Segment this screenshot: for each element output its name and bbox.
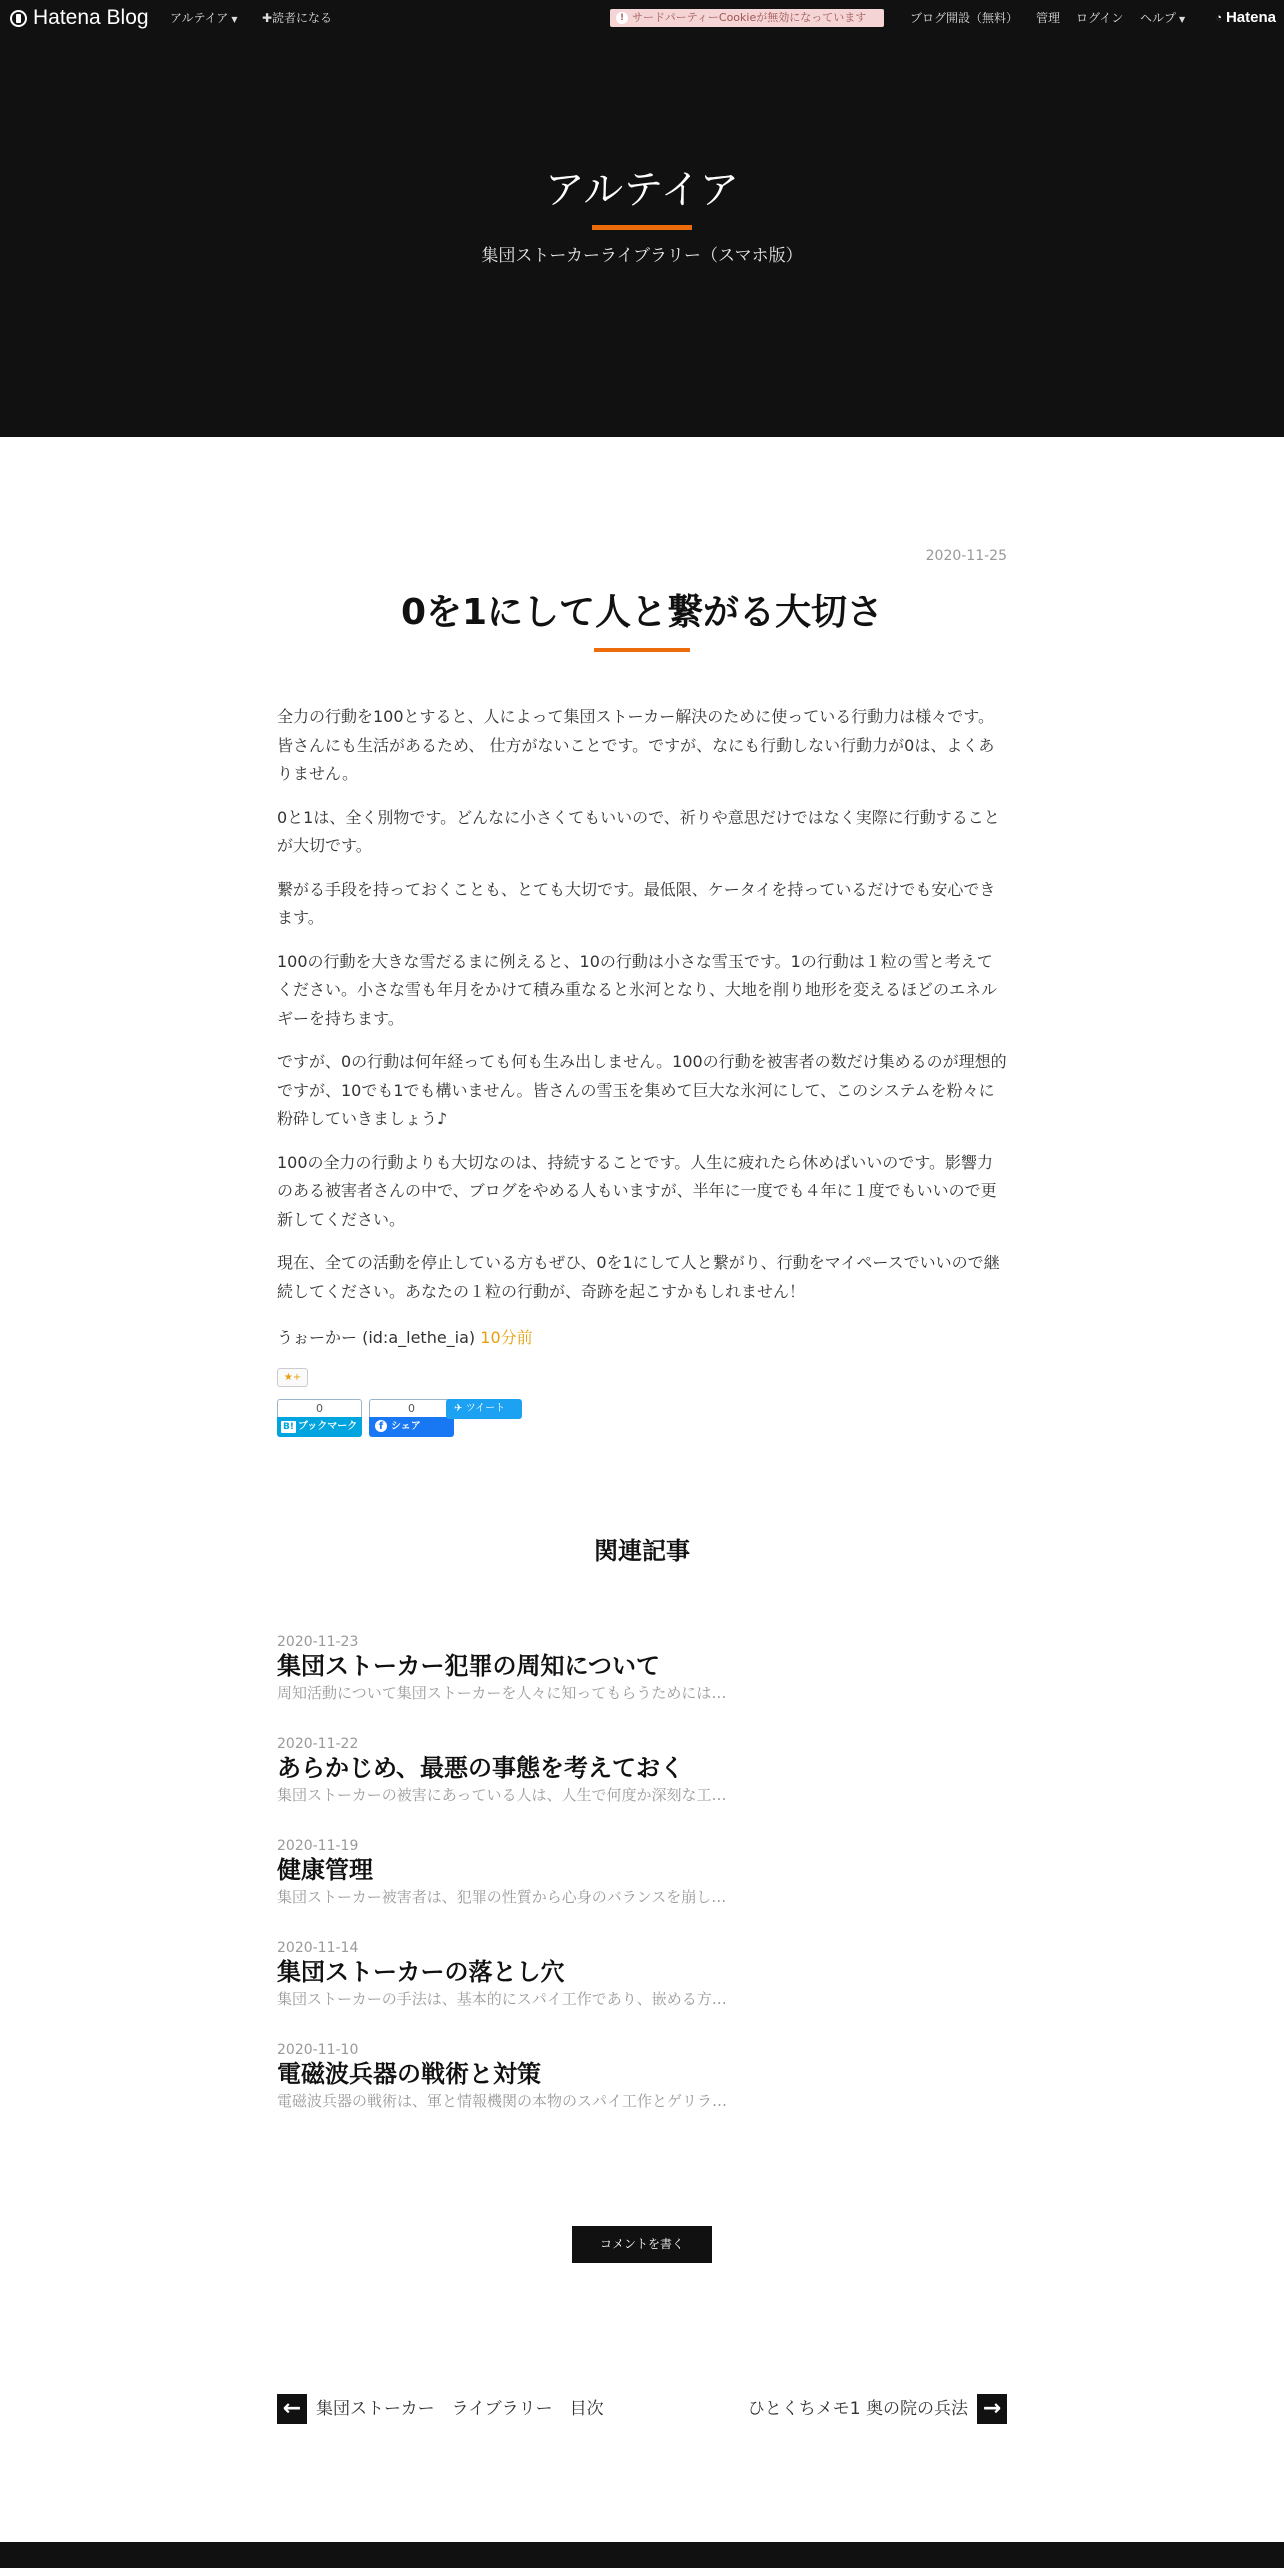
entry-paragraph: 全力の行動を100とすると、人によって集団ストーカー解決のために使っている行動力は様々です。皆さんにも生活があるため、 仕方がないことです。ですが、なにも行動しない行動力が0は、よくありません。 <box>277 707 995 783</box>
related-entry-excerpt: 集団ストーカーの被害にあっている人は、人生で何度か深刻な工… <box>277 1786 727 1804</box>
hatena-logo[interactable] <box>1215 0 1276 36</box>
related-entry-excerpt: 集団ストーカーの手法は、基本的にスパイ工作であり、嵌める方… <box>277 1990 727 2008</box>
related-entry-title[interactable]: 集団ストーカー犯罪の周知について <box>277 1652 661 1680</box>
pager-next-title: ひとくちメモ1 奥の院の兵法 <box>747 2399 968 2419</box>
related-entry-excerpt: 周知活動について集団ストーカーを人々に知ってもらうためには… <box>277 1684 727 1702</box>
hatena-bookmark-icon: B! <box>283 1422 294 1432</box>
related-entry[interactable] <box>277 1633 1007 1735</box>
facebook-icon: f <box>375 1420 387 1432</box>
related-entry-date: 2020-11-10 <box>277 2042 359 2058</box>
hatena-bookmark-label-wrap <box>277 1417 362 1437</box>
related-entry-title[interactable]: 集団ストーカーの落とし穴 <box>277 1958 565 1986</box>
hatena-bookmark-label: ブックマーク <box>297 1421 358 1432</box>
facebook-share-label: シェア <box>391 1421 421 1432</box>
cookie-notice-text: サードパーティーCookieが無効になっています <box>632 11 867 24</box>
blog-header <box>0 36 1284 437</box>
related-entry-excerpt: 電磁波兵器の戦術は、軍と情報機関の本物のスパイ工作とゲリラ… <box>277 2092 728 2110</box>
arrow-right-icon: → <box>977 2394 1007 2424</box>
subscribe-button[interactable]: ✚読者になる <box>262 11 333 25</box>
add-star-button[interactable]: ★+ <box>277 1368 308 1387</box>
entry-paragraph: 繋がる手段を持っておくことも、とても大切です。最低限、ケータイを持っているだけでも安心できます。 <box>277 879 996 927</box>
related-entry-date: 2020-11-23 <box>277 1634 359 1650</box>
entry-content <box>277 703 1007 1321</box>
pager-prev-title: 集団ストーカー ライブラリー 目次 <box>316 2399 604 2419</box>
page-footer <box>0 2542 1284 2568</box>
cookie-notice[interactable] <box>610 9 884 27</box>
open-blog-link[interactable]: ブログ開設（無料） <box>910 11 1019 25</box>
related-entry-title[interactable]: あらかじめ、最悪の事態を考えておく <box>277 1754 685 1782</box>
related-entry-title[interactable]: 健康管理 <box>277 1856 373 1884</box>
admin-link[interactable]: 管理 <box>1036 11 1061 25</box>
entry-paragraph: 100の全力の行動よりも大切なのは、持続することです。人生に疲れたら休めばいいのです。影響力のある被害者さんの中で、ブログをやめる人もいますが、半年に一度でも４年に１度でもいいので更新してください。 <box>277 1152 997 1229</box>
hatena-blog-logo[interactable] <box>10 0 149 36</box>
related-entry-title[interactable]: 電磁波兵器の戦術と対策 <box>277 2060 541 2088</box>
related-entry-date: 2020-11-19 <box>277 1838 359 1854</box>
caret-down-icon: ▼ <box>1179 15 1186 24</box>
facebook-share-label-wrap <box>369 1417 454 1437</box>
write-comment-button[interactable]: コメントを書く <box>572 2226 712 2263</box>
tweet-button[interactable] <box>446 1399 522 1419</box>
entry-time-link[interactable]: 10分前 <box>480 1328 533 1347</box>
related-entry[interactable] <box>277 2041 1007 2143</box>
blog-title-underline <box>592 225 692 230</box>
caret-down-icon: ▼ <box>231 15 238 24</box>
entry-title[interactable]: 0を1にして人と繋がる大切さ <box>400 592 884 633</box>
hatena-blog-logo-icon <box>10 10 27 27</box>
blog-menu-label: アルテイア <box>170 11 229 25</box>
related-entry-date: 2020-11-22 <box>277 1736 359 1752</box>
pager-prev-link[interactable] <box>277 2394 617 2424</box>
entry-paragraph: ですが、0の行動は何年経っても何も生み出しません。100の行動を被害者の数だけ集めるのが理想的ですが、10でも1でも構いません。皆さんの雪玉を集めて巨大な氷河にして、このシステムを粉々に粉砕していきましょう♪ <box>277 1052 1007 1128</box>
related-entries-heading: 関連記事 <box>594 1537 690 1565</box>
entry-paragraph: 現在、全ての活動を停止している方もぜひ、0を1にして人と繋がり、行動をマイペースでいいので継続してください。あなたの１粒の行動が、奇跡を起こすかもしれません！ <box>277 1253 1000 1301</box>
blog-description: 集団ストーカーライブラリー（スマホ版） <box>481 246 803 266</box>
hatena-bookmark-count: 0 <box>277 1399 362 1417</box>
facebook-share-button[interactable] <box>369 1399 454 1439</box>
related-entry-excerpt: 集団ストーカー被害者は、犯罪の性質から心身のバランスを崩し… <box>277 1888 727 1906</box>
hatena-logo-text: Hatena <box>1225 9 1276 26</box>
hatena-bookmark-button[interactable] <box>277 1399 362 1439</box>
entry-paragraph: 0と1は、全く別物です。どんなに小さくてもいいので、祈りや意思だけではなく実際に行動することが大切です。 <box>277 807 1000 855</box>
hatena-bird-icon: ◔ <box>1215 12 1222 24</box>
related-entry[interactable] <box>277 1735 1007 1837</box>
entry-footer <box>277 1326 533 1350</box>
entry-date[interactable]: 2020-11-25 <box>925 548 1007 564</box>
facebook-share-count: 0 <box>369 1399 454 1417</box>
hatena-blog-logo-text: Hatena Blog <box>33 6 149 29</box>
help-label: ヘルプ <box>1140 11 1177 25</box>
twitter-bird-icon: ✈ <box>454 1403 463 1414</box>
related-entries-list <box>277 1633 1007 2143</box>
warning-icon: ! <box>616 12 628 24</box>
entry-title-underline <box>594 648 690 652</box>
pager-next-link[interactable] <box>748 2394 1007 2424</box>
author-link[interactable]: うぉーかー (id:a_lethe_ia) <box>277 1328 476 1347</box>
login-link[interactable]: ログイン <box>1076 11 1124 25</box>
related-entry[interactable] <box>277 1837 1007 1939</box>
tweet-label: ツイート <box>465 1403 506 1414</box>
global-nav <box>0 0 1284 36</box>
blog-menu-dropdown[interactable] <box>170 0 237 36</box>
entry-paragraph: 100の行動を大きな雪だるまに例えると、10の行動は小さな雪玉です。1の行動は１粒の雪と考えてください。小さな雪も年月をかけて積み重なると氷河となり、大地を削り地形を変えるほどのエネルギーを持ちます。 <box>277 951 998 1028</box>
blog-title[interactable]: アルテイア <box>544 167 740 213</box>
arrow-left-icon: ← <box>277 2394 307 2424</box>
related-entry-date: 2020-11-14 <box>277 1940 359 1956</box>
related-entry[interactable] <box>277 1939 1007 2041</box>
help-dropdown[interactable] <box>1140 0 1185 36</box>
